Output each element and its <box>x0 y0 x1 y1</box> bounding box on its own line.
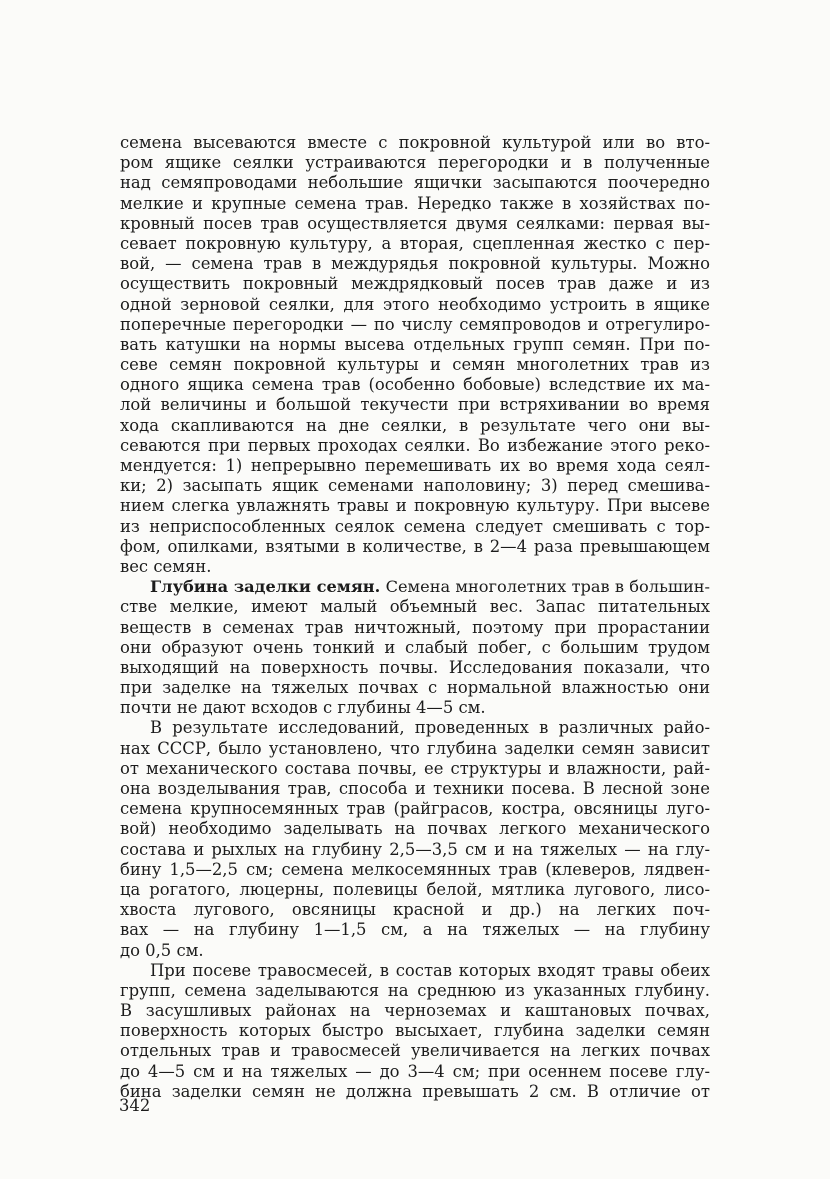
text-line: бина заделки семян не должна превышать 2 см. В отличие от <box>120 1081 710 1101</box>
text-line: состава и рыхлых на глубину 2,5—3,5 см и на тяжелых — на глу- <box>120 839 710 859</box>
text-line: от механического состава почвы, ее структуры и влажности, рай- <box>120 758 710 778</box>
text-line: В результате исследований, проведенных в различных райо- <box>150 718 710 738</box>
text-line: поперечные перегородки — по числу семяпроводов и отрегулиро- <box>120 314 710 334</box>
text-line: групп, семена заделываются на среднюю из указанных глубину. <box>120 980 710 1000</box>
text-line: нием слегка увлажнять травы и покровную культуру. При высеве <box>120 496 710 516</box>
text-line: ца рогатого, люцерны, полевицы белой, мятлика лугового, лисо- <box>120 879 710 899</box>
text-line: ки; 2) засыпать ящик семенами наполовину; 3) перед смешива- <box>120 476 710 496</box>
text-line: семена высеваются вместе с покровной культурой или во вто- <box>120 133 710 152</box>
text-line: они образуют очень тонкий и слабый побег, с большим трудом <box>120 637 710 657</box>
text-line: вой, — семена трав в междурядья покровной культуры. Можно <box>120 254 710 274</box>
text-line: При посеве травосмесей, в состав которых входят травы обеих <box>150 960 710 980</box>
text-line: хода скапливаются на дне сеялки, в результате чего они вы- <box>120 415 710 435</box>
text-line: стве мелкие, имеют малый объемный вес. Запас питательных <box>120 597 710 617</box>
text-line: веществ в семенах трав ничтожный, поэтому при прорастании <box>120 617 710 637</box>
text-line: кровный посев трав осуществляется двумя сеялками: первая вы- <box>120 213 710 233</box>
body-text <box>120 133 710 1102</box>
paragraph <box>120 961 710 1102</box>
page-number: 342 <box>119 1096 151 1115</box>
text-line: бину 1,5—2,5 см; семена мелкосемянных трав (клеверов, лядвен- <box>120 859 710 879</box>
paragraph <box>120 577 710 718</box>
text-line: нах СССР, было установлено, что глубина заделки семян зависит <box>120 738 710 758</box>
text-line: фом, опилками, взятыми в количестве, в 2—4 раза превышающем <box>120 536 710 556</box>
text-line: севаются при первых проходах сеялки. Во избежание этого реко- <box>120 435 710 455</box>
text-line: лой величины и большой текучести при встряхивании во время <box>120 395 710 415</box>
section-heading: Глубина заделки семян. <box>150 577 381 597</box>
text-line: из неприспособленных сеялок семена следует смешивать с тор- <box>120 516 710 536</box>
text-run: Семена многолетних трав в большин- <box>380 577 710 597</box>
text-line: почти не дают всходов с глубины 4—5 см. <box>120 698 486 718</box>
text-line: она возделывания трав, способа и техники посева. В лесной зоне <box>120 779 710 798</box>
text-line: семена крупносемянных трав (райграсов, костра, овсяницы луго- <box>120 799 710 819</box>
text-line: до 4—5 см и на тяжелых — до 3—4 см; при осеннем посеве глу- <box>120 1061 710 1081</box>
text-line: выходящий на поверхность почвы. Исследования показали, что <box>120 657 710 677</box>
text-line: осуществить покровный междрядковый посев трав даже и из <box>120 274 710 294</box>
text-line: хвоста лугового, овсяницы красной и др.) на легких поч- <box>120 900 710 920</box>
text-line: отдельных трав и травосмесей увеличивается на легких почвах <box>120 1041 710 1061</box>
text-line: до 0,5 см. <box>120 940 204 960</box>
text-line: В засушливых районах на черноземах и каштановых почвах, <box>120 1001 710 1021</box>
text-line: вах — на глубину 1—1,5 см, а на тяжелых — на глубину <box>120 920 710 940</box>
text-line <box>120 577 710 597</box>
paragraph <box>120 718 710 960</box>
text-line: одной зерновой сеялки, для этого необходимо устроить в ящике <box>120 294 710 314</box>
text-line: при заделке на тяжелых почвах с нормальной влажностью они <box>120 678 710 698</box>
text-line: над семяпроводами небольшие ящички засыпаются поочередно <box>120 173 710 193</box>
text-line: севает покровную культуру, а вторая, сцепленная жестко с пер- <box>120 233 710 253</box>
text-line: вес семян. <box>120 556 212 576</box>
text-line: одного ящика семена трав (особенно бобовые) вследствие их ма- <box>120 375 710 395</box>
text-line: вать катушки на нормы высева отдельных групп семян. При по- <box>120 334 710 354</box>
text-line: мендуется: 1) непрерывно перемешивать их во время хода сеял- <box>120 456 710 475</box>
text-line: севе семян покровной культуры и семян многолетних трав из <box>120 355 710 375</box>
text-line: мелкие и крупные семена трав. Нередко также в хозяйствах по- <box>120 193 710 213</box>
paragraph <box>120 133 710 577</box>
text-line: поверхность которых быстро высыхает, глубина заделки семян <box>120 1021 710 1041</box>
text-line: вой) необходимо заделывать на почвах легкого механического <box>120 819 710 839</box>
text-line: ром ящике сеялки устраиваются перегородки и в полученные <box>120 153 710 173</box>
